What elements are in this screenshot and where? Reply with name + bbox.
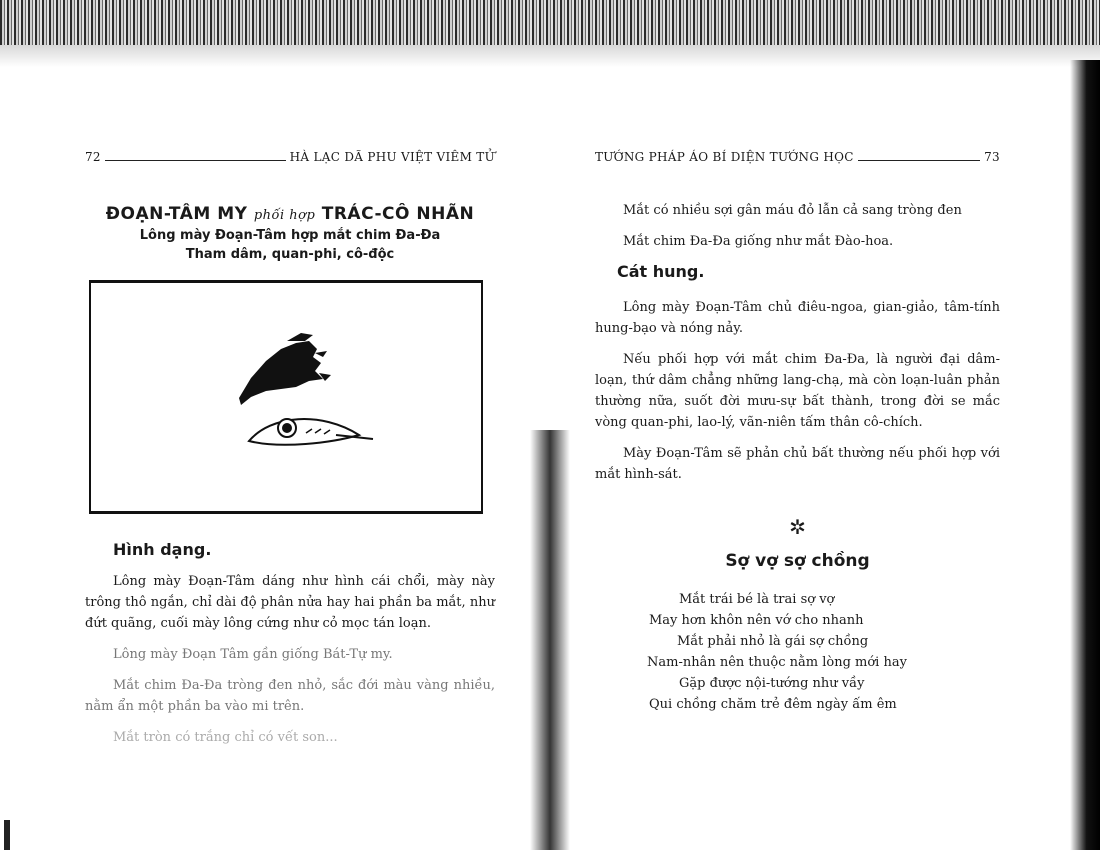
right-page	[595, 150, 1000, 715]
right-paragraph-top-2: Mắt chim Đa-Đa giống như mắt Đào-hoa.	[623, 234, 894, 249]
paragraph-1: Lông mày Đoạn-Tâm dáng như hình cái chổi, mày này trông thô ngắn, chỉ dài độ phân nửa hay hai phần ba mắt, như đứt quãng, cuối mày lông cứng như cỏ mọc tán loạn.	[85, 574, 495, 631]
paragraph-4: Mắt tròn có trắng chỉ có vết son...	[113, 730, 338, 745]
title-cursive: phối hợp	[253, 208, 316, 223]
poem-line-6: Qui chồng chăm trẻ đêm ngày ấm êm	[649, 697, 897, 712]
scan-top-shadow	[0, 45, 1100, 67]
right-running-header	[595, 150, 1000, 164]
right-paragraph-1: Lông mày Đoạn-Tâm chủ điêu-ngoa, gian-giảo, tâm-tính hung-bạo và nóng nảy.	[595, 300, 1000, 336]
left-running-header	[85, 150, 495, 164]
right-paragraph-2: Nếu phối hợp với mắt chim Đa-Đa, là người đại dâm-loạn, thứ dâm chẳng những lang-chạ, mà còn loạn-luân phản thường nữa, suốt đời mưu-sự bất thành, trong đời se mắc vòng quan-phi, lao-lý, vãn-niên tấm thân cô-chích.	[595, 352, 1000, 430]
header-rule	[105, 160, 286, 161]
right-running-title: TƯỚNG PHÁP ÁO BÍ DIỆN TƯỚNG HỌC	[595, 150, 854, 164]
title-part-2: TRÁC-CÔ NHÃN	[321, 204, 475, 224]
left-page	[85, 150, 495, 758]
scan-left-speck	[4, 820, 10, 850]
eyebrow-drawing	[239, 333, 331, 405]
chapter-subtitle-1: Lông mày Đoạn-Tâm hợp mắt chim Đa-Đa	[139, 228, 441, 243]
poem-line-4: Nam-nhân nên thuộc nằm lòng mới hay	[647, 655, 907, 670]
right-paragraph-3: Mày Đoạn-Tâm sẽ phản chủ bất thường nếu phối hợp với mắt hình-sát.	[595, 446, 1000, 482]
book-gutter-shadow	[530, 430, 570, 850]
section-heading-shape: Hình dạng.	[113, 540, 212, 559]
right-page-number: 73	[984, 150, 1000, 164]
chapter-subtitle-2: Tham dâm, quan-phi, cô-độc	[185, 247, 395, 262]
paragraph-3: Mắt chim Đa-Đa tròng đen nhỏ, sắc đới màu vàng nhiều, nằm ẩn một phần ba vào mi trên.	[85, 678, 495, 714]
eye-drawing	[249, 419, 373, 445]
poem	[595, 589, 1000, 715]
eyebrow-eye-illustration	[89, 280, 483, 514]
chapter-title	[85, 204, 495, 224]
section-heading-fortune: Cát hung.	[617, 262, 705, 281]
scan-right-edge	[1070, 60, 1100, 850]
title-part-1: ĐOẠN-TÂM MY	[105, 204, 248, 224]
poem-line-3: Mắt phải nhỏ là gái sợ chồng	[677, 634, 869, 649]
poem-line-1: Mắt trái bé là trai sợ vợ	[679, 592, 835, 607]
left-running-title: HÀ LẠC DÃ PHU VIỆT VIÊM TỬ	[289, 150, 495, 164]
poem-title: Sợ vợ sợ chồng	[725, 551, 870, 571]
flower-ornament-icon: ✲	[789, 515, 806, 539]
poem-line-2: May hơn khôn nên vớ cho nhanh	[649, 613, 864, 628]
poem-line-5: Gặp được nội-tướng như vầy	[679, 676, 865, 691]
header-rule	[858, 160, 980, 161]
paragraph-2: Lông mày Đoạn Tâm gần giống Bát-Tự my.	[113, 647, 393, 662]
left-page-number: 72	[85, 150, 101, 164]
right-paragraph-top-1: Mắt có nhiều sợi gân máu đỏ lẫn cả sang tròng đen	[623, 203, 962, 218]
